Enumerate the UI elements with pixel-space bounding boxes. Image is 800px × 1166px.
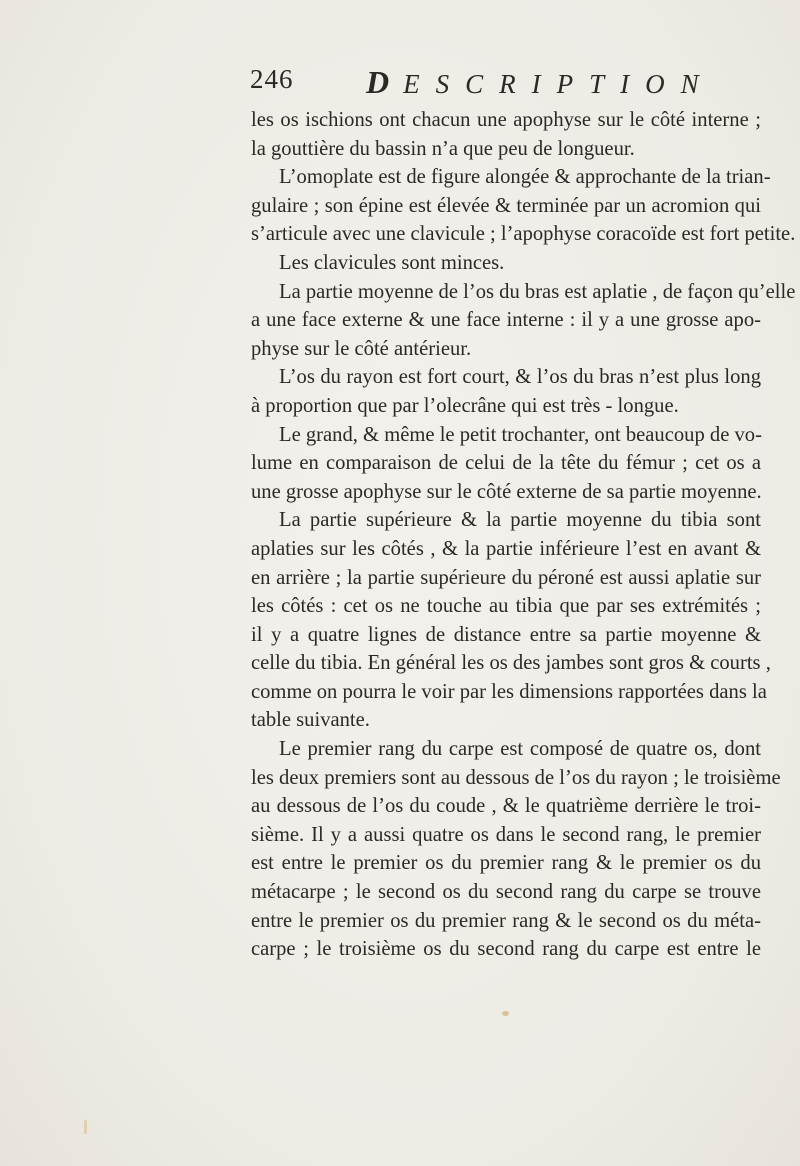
text-line: une grosse apophyse sur le côté externe de sa partie moyenne. <box>251 480 762 503</box>
text-line: physe sur le côté antérieur. <box>251 337 472 360</box>
text-line: La partie moyenne de l’os du bras est aplatie , de façon qu’elle <box>279 280 796 303</box>
running-title-rest: ESCRIPTION <box>403 69 715 99</box>
running-title-initial: D <box>366 64 404 100</box>
text-line: entre le premier os du premier rang & le second os du méta- <box>251 909 761 932</box>
text-line: carpe ; le troisième os du second rang du carpe est entre le <box>251 938 761 961</box>
text-line: à proportion que par l’olecrâne qui est très - longue. <box>251 394 679 417</box>
text-line: est entre le premier os du premier rang & le premier os du <box>251 852 761 875</box>
text-line: aplaties sur les côtés , & la partie inférieure l’est en avant & <box>251 537 761 560</box>
running-header <box>250 64 715 108</box>
paper-speck <box>84 1120 87 1134</box>
text-line: les côtés : cet os ne touche au tibia que par ses extrémités ; <box>251 595 761 618</box>
text-line: métacarpe ; le second os du second rang du carpe se trouve <box>251 881 761 904</box>
text-line: sième. Il y a aussi quatre os dans le second rang, le premier <box>251 823 761 846</box>
text-line: en arrière ; la partie supérieure du péroné est aussi aplatie sur <box>251 566 761 589</box>
text-line: table suivante. <box>251 709 370 732</box>
text-line: lume en comparaison de celui de la tête du fémur ; cet os a <box>251 452 761 475</box>
running-title <box>366 64 715 101</box>
text-line: au dessous de l’os du coude , & le quatrième derrière le troi- <box>251 795 761 818</box>
text-line: a une face externe & une face interne : il y a une grosse apo- <box>251 309 761 332</box>
body-text <box>251 106 796 964</box>
text-line: La partie supérieure & la partie moyenne du tibia sont <box>279 509 761 532</box>
text-line: L’os du rayon est fort court, & l’os du bras n’est plus long <box>279 366 761 389</box>
text-line: comme on pourra le voir par les dimensions rapportées dans la <box>251 680 767 703</box>
text-line: Le premier rang du carpe est composé de quatre os, dont <box>279 738 761 761</box>
text-line: il y a quatre lignes de distance entre sa partie moyenne & <box>251 623 761 646</box>
page-number: 246 <box>250 64 294 94</box>
text-line: celle du tibia. En général les os des jambes sont gros & courts , <box>251 652 771 675</box>
text-line: gulaire ; son épine est élevée & terminée par un acromion qui <box>251 194 761 217</box>
text-line: les deux premiers sont au dessous de l’os du rayon ; le troisième <box>251 766 781 789</box>
text-line: Le grand, & même le petit trochanter, ont beaucoup de vo- <box>279 423 762 446</box>
text-line: les os ischions ont chacun une apophyse sur le côté interne ; <box>251 109 761 131</box>
text-line: Les clavicules sont minces. <box>279 251 505 274</box>
text-line: la gouttière du bassin n’a que peu de longueur. <box>251 137 635 160</box>
paper-speck <box>502 1011 509 1016</box>
text-line: s’articule avec une clavicule ; l’apophyse coracoïde est fort petite. <box>251 223 796 246</box>
text-line: L’omoplate est de figure alongée & approchante de la trian- <box>279 166 771 189</box>
